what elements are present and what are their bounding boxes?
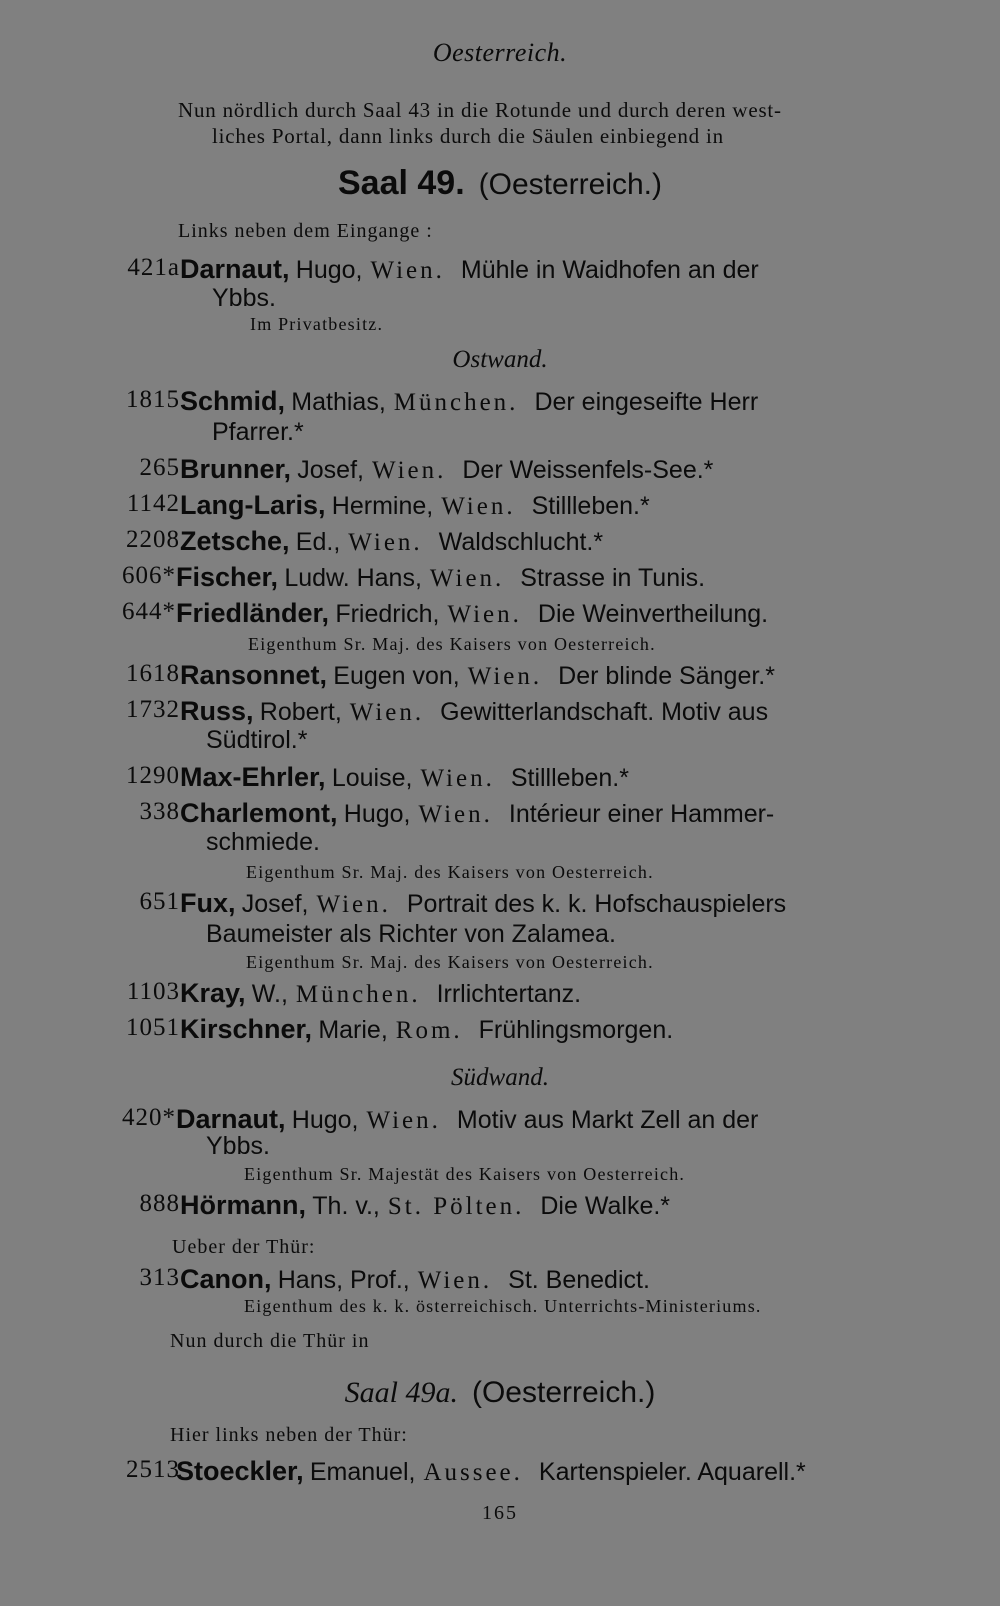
catalogue-number: 644* bbox=[122, 598, 176, 625]
catalogue-number: 265 bbox=[139, 454, 180, 481]
artist-firstname: Th. v., bbox=[312, 1192, 380, 1220]
catalogue-number: 1103 bbox=[126, 978, 180, 1005]
artist-firstname: Ludw. Hans, bbox=[284, 564, 422, 592]
ownership-note: Eigenthum des k. k. österreichisch. Unterrichts-Ministeriums. bbox=[244, 1296, 762, 1316]
catalogue-number: 1815 bbox=[126, 386, 180, 413]
intro-line-1: Nun nördlich durch Saal 43 in die Rotunde und durch deren west- bbox=[178, 98, 782, 122]
artist-firstname: Hugo, bbox=[291, 1106, 359, 1134]
artwork-title: Der blinde Sänger.* bbox=[558, 662, 775, 690]
catalogue-entry bbox=[0, 562, 1000, 596]
catalogue-number: 1618 bbox=[126, 660, 180, 687]
artist-firstname: Hugo, bbox=[295, 256, 363, 284]
catalogue-entry bbox=[0, 1456, 1000, 1490]
artist-surname: Russ, bbox=[180, 696, 254, 726]
ownership-note: Eigenthum Sr. Maj. des Kaisers von Oesterreich. bbox=[248, 634, 656, 654]
artist-surname: Friedländer, bbox=[176, 598, 330, 628]
artwork-title-continued: Pfarrer.* bbox=[212, 418, 304, 446]
artwork-title: Der eingeseifte Herr bbox=[534, 388, 759, 416]
ownership-note: Im Privatbesitz. bbox=[250, 314, 384, 334]
artwork-title-continued: Ybbs. bbox=[206, 1132, 270, 1160]
ownership-note: Eigenthum Sr. Maj. des Kaisers von Oesterreich. bbox=[246, 952, 654, 972]
catalogue-number: 606* bbox=[122, 562, 176, 589]
hall-country: (Oesterreich.) bbox=[478, 168, 663, 201]
location-note: Ueber der Thür: bbox=[172, 1236, 316, 1258]
catalogue-number: 2513 bbox=[126, 1456, 180, 1483]
intro-line-2: liches Portal, dann links durch die Säulen einbiegend in bbox=[212, 124, 724, 148]
artist-city: Wien. bbox=[366, 1107, 441, 1134]
artist-city: Wien. bbox=[467, 663, 543, 690]
entry-line bbox=[180, 978, 581, 1009]
artist-city: Wien. bbox=[441, 493, 516, 520]
artist-firstname: Ed., bbox=[295, 528, 341, 556]
artist-city: Aussee. bbox=[423, 1459, 523, 1486]
artist-surname: Fischer, bbox=[176, 562, 279, 592]
catalogue-number: 420* bbox=[122, 1104, 176, 1131]
artist-firstname: Josef, bbox=[297, 456, 364, 484]
catalogue-entry bbox=[0, 1190, 1000, 1224]
catalogue-entry bbox=[0, 1264, 1000, 1298]
entry-line bbox=[176, 562, 705, 593]
artist-surname: Fux, bbox=[180, 888, 236, 918]
catalogue-entry bbox=[0, 386, 1000, 420]
catalogue-entry bbox=[0, 762, 1000, 796]
catalogue-number: 1732 bbox=[126, 696, 180, 723]
catalogue-number: 2208 bbox=[126, 526, 180, 553]
artist-firstname: Hans, Prof., bbox=[277, 1266, 410, 1294]
artist-city: Wien. bbox=[420, 765, 495, 792]
entry-line bbox=[180, 490, 650, 521]
artwork-title: Stillleben.* bbox=[510, 764, 629, 792]
entry-line bbox=[176, 1104, 758, 1135]
catalogue-entry bbox=[0, 1014, 1000, 1048]
artwork-title: Frühlingsmorgen. bbox=[478, 1016, 674, 1044]
artwork-title-continued: Baumeister als Richter von Zalamea. bbox=[206, 920, 616, 948]
entry-line bbox=[180, 1190, 670, 1221]
artwork-title: Portrait des k. k. Hofschauspielers bbox=[406, 890, 787, 918]
catalogue-number: 313 bbox=[139, 1264, 180, 1291]
artist-firstname: Hugo, bbox=[343, 800, 411, 828]
artist-firstname: W., bbox=[251, 980, 288, 1008]
entry-line bbox=[180, 1264, 650, 1295]
catalogue-entry bbox=[0, 1104, 1000, 1138]
artist-surname: Lang-Laris, bbox=[180, 490, 326, 520]
entry-line bbox=[176, 1456, 806, 1487]
artist-city: Wien. bbox=[418, 801, 493, 828]
artist-city: München. bbox=[295, 981, 421, 1008]
catalogue-number: 651 bbox=[139, 888, 180, 915]
artist-surname: Darnaut, bbox=[176, 1104, 286, 1134]
wall-heading: Südwand. bbox=[451, 1064, 549, 1091]
entry-line bbox=[180, 762, 629, 793]
artwork-title: Kartenspieler. Aquarell.* bbox=[538, 1458, 806, 1486]
catalogue-entry bbox=[0, 696, 1000, 730]
artist-surname: Max-Ehrler, bbox=[180, 762, 326, 792]
entry-line bbox=[180, 386, 758, 417]
artwork-title: Strasse in Tunis. bbox=[520, 564, 706, 592]
artist-firstname: Eugen von, bbox=[333, 662, 460, 690]
entry-line bbox=[180, 526, 603, 557]
artist-firstname: Robert, bbox=[259, 698, 342, 726]
entry-line bbox=[180, 888, 786, 919]
catalogue-entry bbox=[0, 888, 1000, 922]
artist-city: Wien. bbox=[447, 601, 522, 628]
catalogue-entry bbox=[0, 978, 1000, 1012]
catalogue-entry bbox=[0, 490, 1000, 524]
artist-surname: Ransonnet, bbox=[180, 660, 328, 690]
artist-surname: Darnaut, bbox=[180, 254, 290, 284]
catalogue-entry bbox=[0, 526, 1000, 560]
artwork-title: Stillleben.* bbox=[531, 492, 650, 520]
artist-firstname: Marie, bbox=[318, 1016, 388, 1044]
entry-line bbox=[180, 660, 775, 691]
artwork-title: Irrlichtertanz. bbox=[436, 980, 582, 1008]
artwork-title: Die Walke.* bbox=[540, 1192, 671, 1220]
wall-heading: Ostwand. bbox=[452, 346, 548, 373]
artist-firstname: Hermine, bbox=[331, 492, 434, 520]
entry-line bbox=[180, 696, 768, 727]
entry-line bbox=[180, 454, 713, 485]
catalogue-number: 421a bbox=[127, 254, 180, 281]
artwork-title: Motiv aus Markt Zell an der bbox=[456, 1106, 759, 1134]
artist-city: Wien. bbox=[348, 529, 423, 556]
entry-line bbox=[180, 254, 759, 285]
hall-name: Saal 49. bbox=[337, 164, 465, 202]
artwork-title-continued: Südtirol.* bbox=[206, 726, 308, 754]
artist-firstname: Emanuel, bbox=[309, 1458, 416, 1486]
artwork-title: Mühle in Waidhofen an der bbox=[460, 256, 759, 284]
catalogue-entry bbox=[0, 254, 1000, 288]
artist-surname: Hörmann, bbox=[180, 1190, 307, 1220]
entry-line bbox=[180, 798, 774, 829]
location-note: Hier links neben der Thür: bbox=[170, 1424, 408, 1446]
hall-heading bbox=[0, 1376, 1000, 1410]
artist-surname: Charlemont, bbox=[180, 798, 338, 828]
running-header: Oesterreich. bbox=[432, 38, 568, 67]
artwork-title: Intérieur einer Hammer- bbox=[508, 800, 775, 828]
catalogue-number: 1290 bbox=[126, 762, 180, 789]
artist-city: Wien. bbox=[370, 257, 445, 284]
artist-surname: Kray, bbox=[180, 978, 246, 1008]
page-number: 165 bbox=[482, 1502, 518, 1524]
artwork-title: Gewitterlandschaft. Motiv aus bbox=[440, 698, 769, 726]
artist-surname: Kirschner, bbox=[180, 1014, 313, 1044]
artist-city: Wien. bbox=[429, 565, 505, 592]
catalogue-number: 338 bbox=[139, 798, 180, 825]
artwork-title: St. Benedict. bbox=[508, 1266, 650, 1294]
artwork-title: Der Weissenfels-See.* bbox=[462, 456, 714, 484]
location-note: Links neben dem Eingange : bbox=[178, 220, 433, 242]
artist-surname: Stoeckler, bbox=[176, 1456, 304, 1486]
artist-city: Wien. bbox=[316, 891, 391, 918]
catalogue-number: 888 bbox=[139, 1190, 180, 1217]
artist-surname: Schmid, bbox=[180, 386, 286, 416]
artwork-title: Waldschlucht.* bbox=[438, 528, 604, 556]
artist-firstname: Friedrich, bbox=[335, 600, 440, 628]
hall-heading bbox=[0, 164, 1000, 203]
catalogue-entry bbox=[0, 798, 1000, 832]
artist-city: Wien. bbox=[371, 457, 447, 484]
entry-line bbox=[176, 598, 768, 629]
artist-city: Wien. bbox=[349, 699, 425, 726]
artwork-title-continued: Ybbs. bbox=[212, 284, 276, 312]
artist-city: Rom. bbox=[395, 1017, 463, 1044]
artist-city: München. bbox=[393, 389, 519, 416]
ownership-note: Eigenthum Sr. Majestät des Kaisers von Oesterreich. bbox=[244, 1164, 686, 1184]
artist-firstname: Josef, bbox=[241, 890, 309, 918]
artist-firstname: Mathias, bbox=[291, 388, 386, 416]
catalogue-entry bbox=[0, 454, 1000, 488]
hall-country: (Oesterreich.) bbox=[471, 1376, 656, 1409]
directions-note: Nun durch die Thür in bbox=[170, 1330, 370, 1352]
ownership-note: Eigenthum Sr. Maj. des Kaisers von Oesterreich. bbox=[246, 862, 654, 882]
catalogue-entry bbox=[0, 598, 1000, 632]
catalogue-number: 1142 bbox=[126, 490, 180, 517]
hall-name: Saal 49a. bbox=[344, 1376, 458, 1409]
artwork-title-continued: schmiede. bbox=[206, 828, 320, 856]
entry-line bbox=[180, 1014, 673, 1045]
artist-surname: Brunner, bbox=[180, 454, 292, 484]
artist-city: St. Pölten. bbox=[387, 1193, 525, 1220]
artist-city: Wien. bbox=[417, 1267, 493, 1294]
catalogue-number: 1051 bbox=[126, 1014, 180, 1041]
artist-surname: Zetsche, bbox=[180, 526, 290, 556]
artist-surname: Canon, bbox=[180, 1264, 272, 1294]
artist-firstname: Louise, bbox=[331, 764, 413, 792]
artwork-title: Die Weinvertheilung. bbox=[537, 600, 769, 628]
catalogue-entry bbox=[0, 660, 1000, 694]
